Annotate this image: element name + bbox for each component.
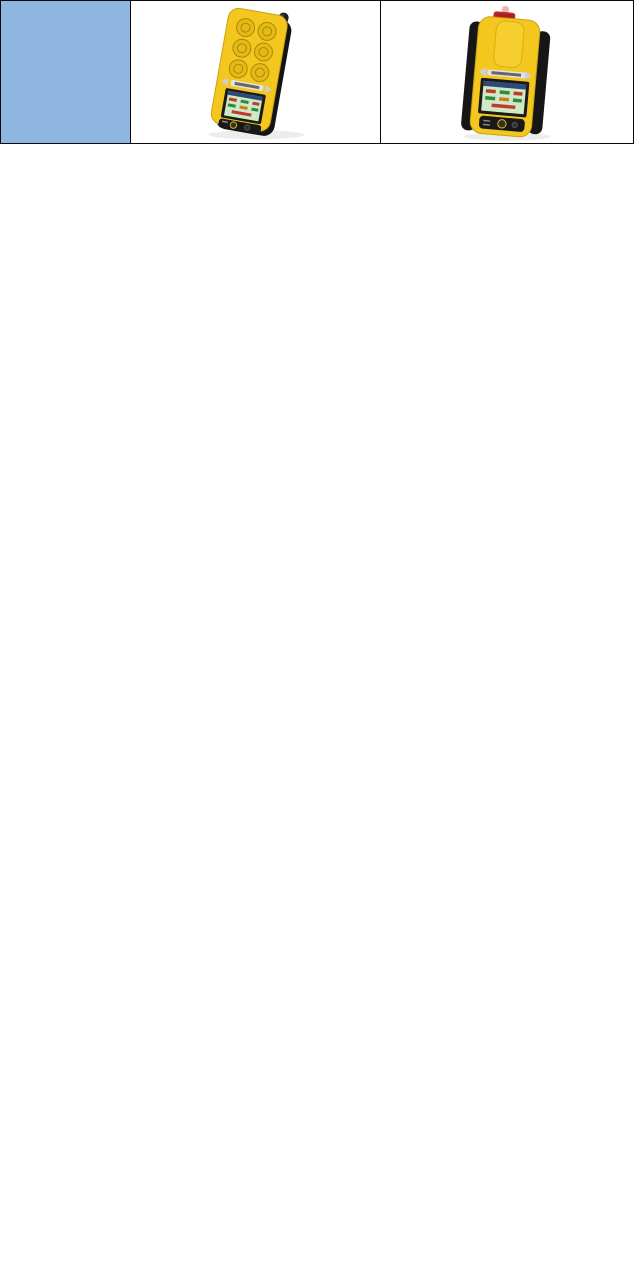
sketch-row xyxy=(1,1,634,144)
sketch-row-label xyxy=(1,1,131,144)
device-image-cell-a xyxy=(131,1,381,144)
spec-table xyxy=(0,0,634,144)
lcd-screen xyxy=(478,77,530,117)
device-image-sga-606a xyxy=(131,2,380,143)
device-image-cell-b xyxy=(381,1,634,144)
device-image-sga-606b xyxy=(381,2,633,143)
